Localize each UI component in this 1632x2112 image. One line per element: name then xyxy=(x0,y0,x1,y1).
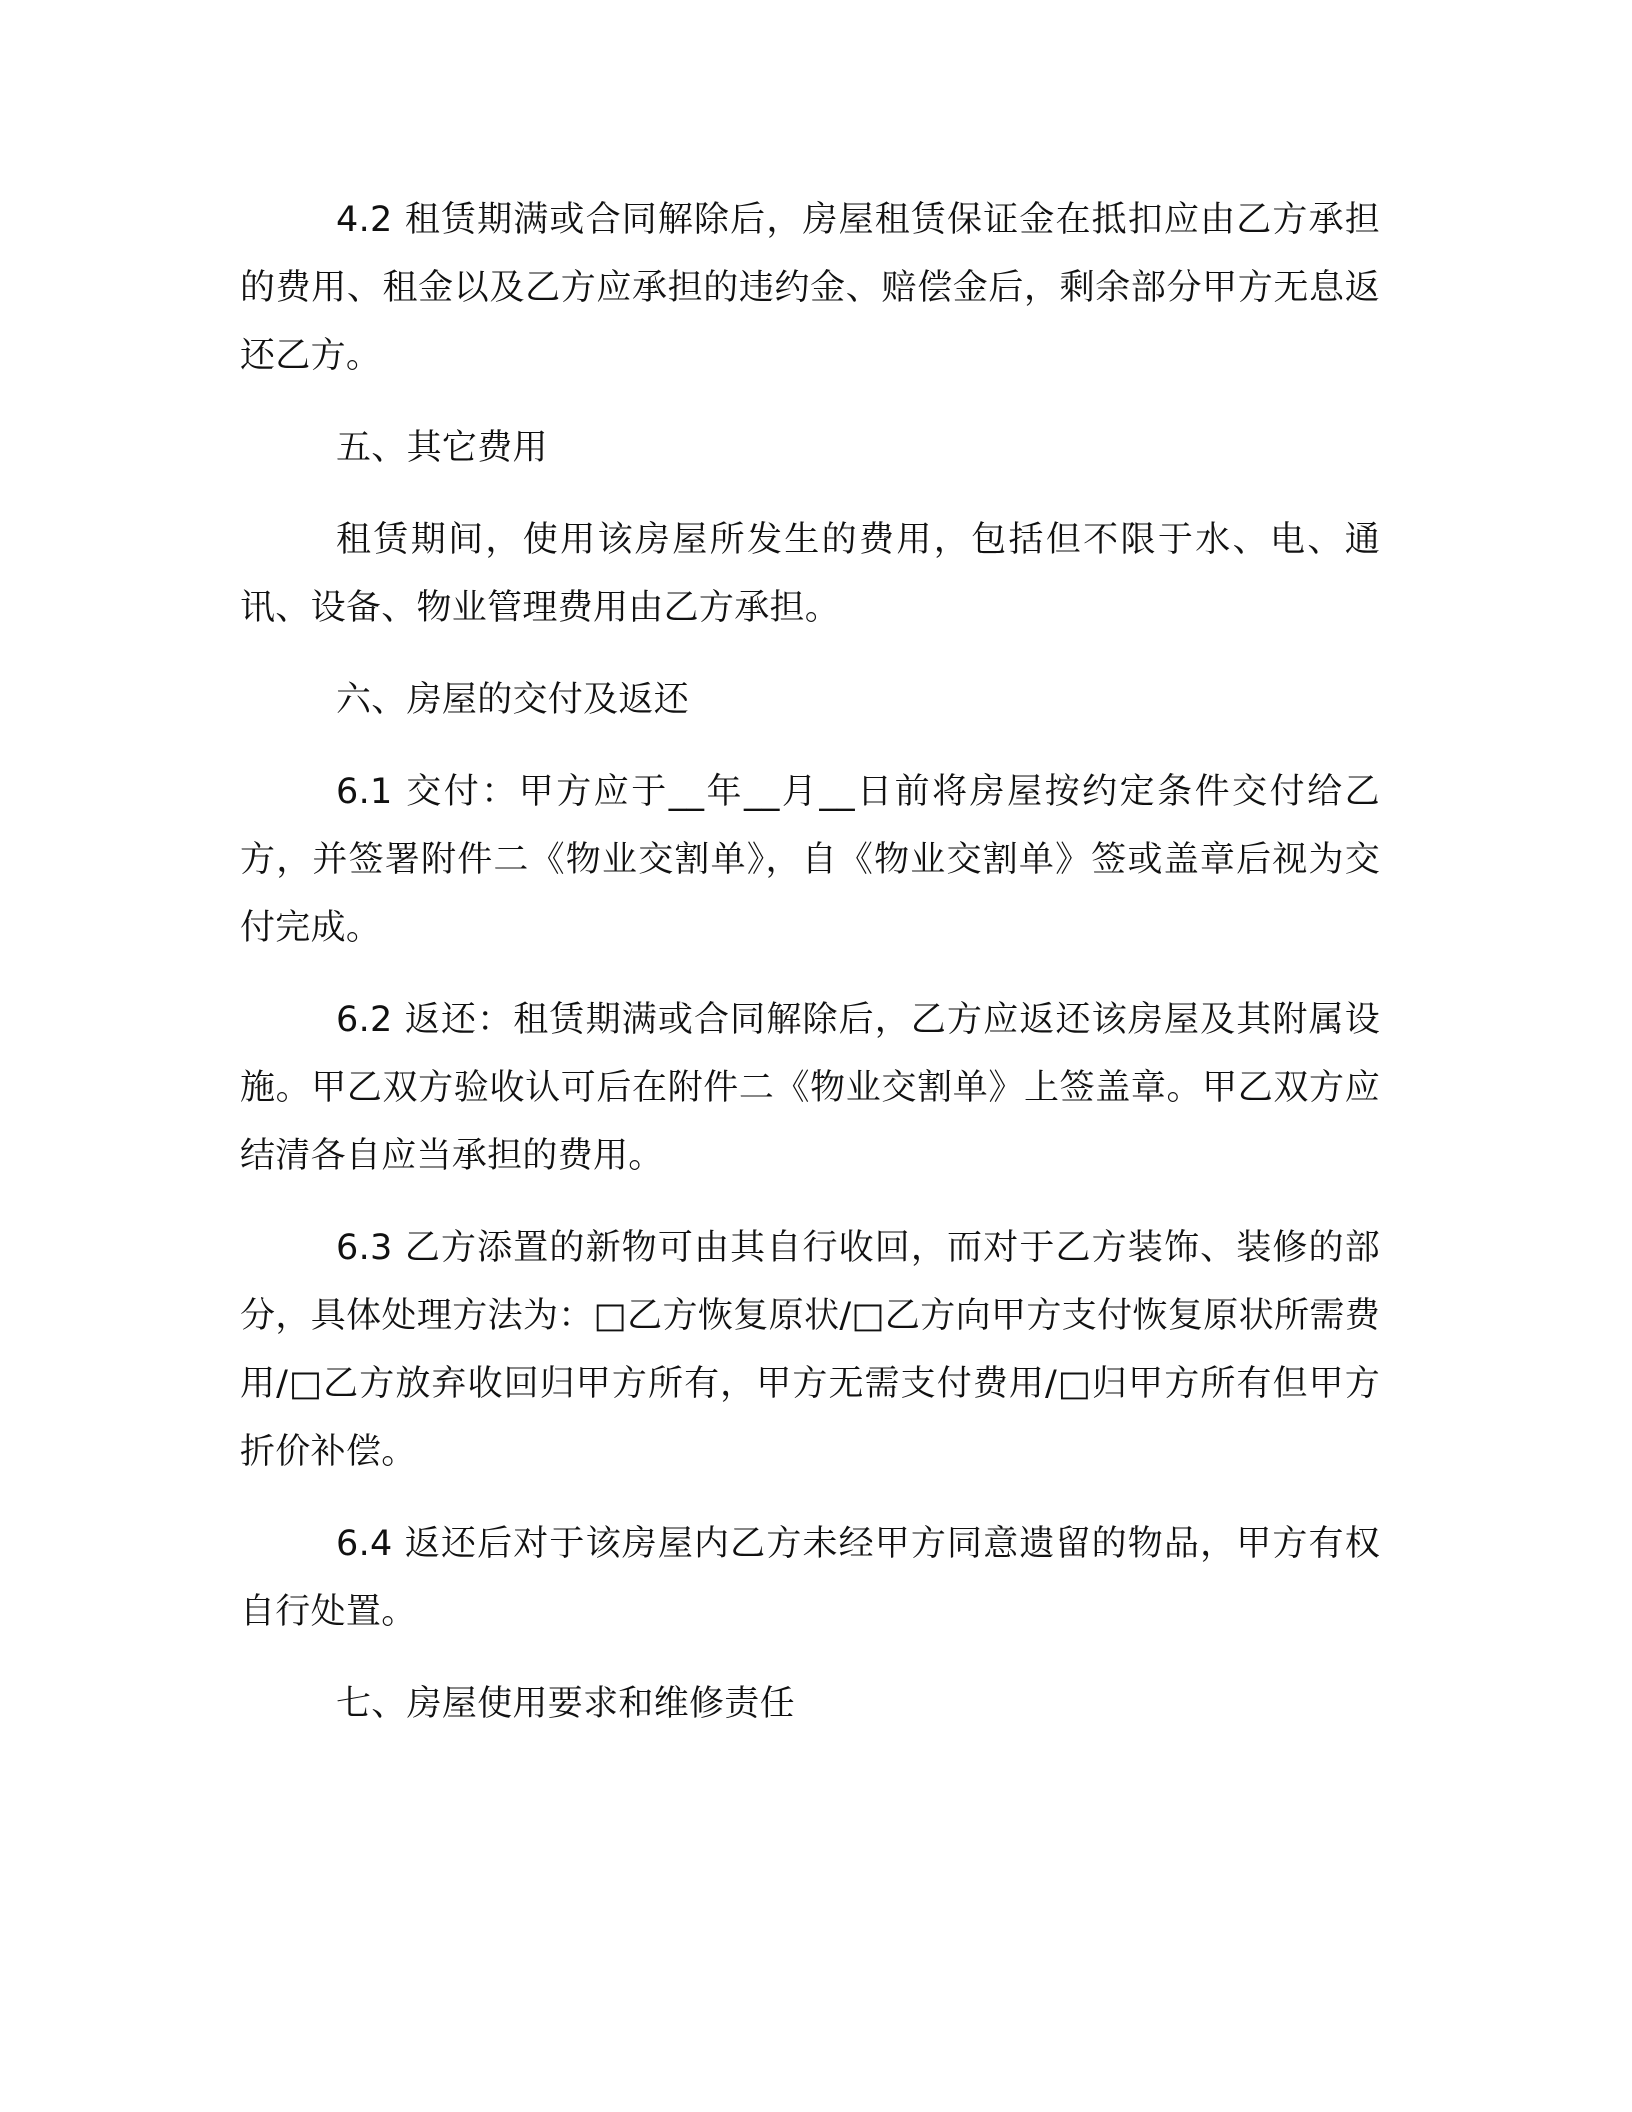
clause-6-4: 6.4 返还后对于该房屋内乙方未经甲方同意遗留的物品，甲方有权自行处置。 xyxy=(240,1524,1380,1632)
clause-5: 租赁期间，使用该房屋所发生的费用，包括但不限于水、电、通讯、设备、物业管理费用由乙方承担。 xyxy=(240,520,1380,628)
section-heading-5: 五、其它费用 xyxy=(336,428,548,468)
document-body xyxy=(240,186,1380,1762)
clause-6-2: 6.2 返还：租赁期满或合同解除后，乙方应返还该房屋及其附属设施。甲乙双方验收认可后在附件二《物业交割单》上签盖章。甲乙双方应结清各自应当承担的费用。 xyxy=(240,1000,1380,1176)
clause-4-2: 4.2 租赁期满或合同解除后，房屋租赁保证金在抵扣应由乙方承担的费用、租金以及乙方应承担的违约金、赔偿金后，剩余部分甲方无息返还乙方。 xyxy=(240,200,1380,376)
section-heading-7: 七、房屋使用要求和维修责任 xyxy=(336,1684,795,1724)
clause-6-3: 6.3 乙方添置的新物可由其自行收回，而对于乙方装饰、装修的部分，具体处理方法为：□乙方恢复原状/□乙方向甲方支付恢复原状所需费用/□乙方放弃收回归甲方所有，甲方无需支付费用/□归甲方所有但甲方折价补偿。 xyxy=(240,1228,1380,1472)
clause-6-1: 6.1 交付：甲方应于__年__月__日前将房屋按约定条件交付给乙方，并签署附件二《物业交割单》，自《物业交割单》签或盖章后视为交付完成。 xyxy=(240,772,1380,948)
section-heading-6: 六、房屋的交付及返还 xyxy=(336,680,690,720)
